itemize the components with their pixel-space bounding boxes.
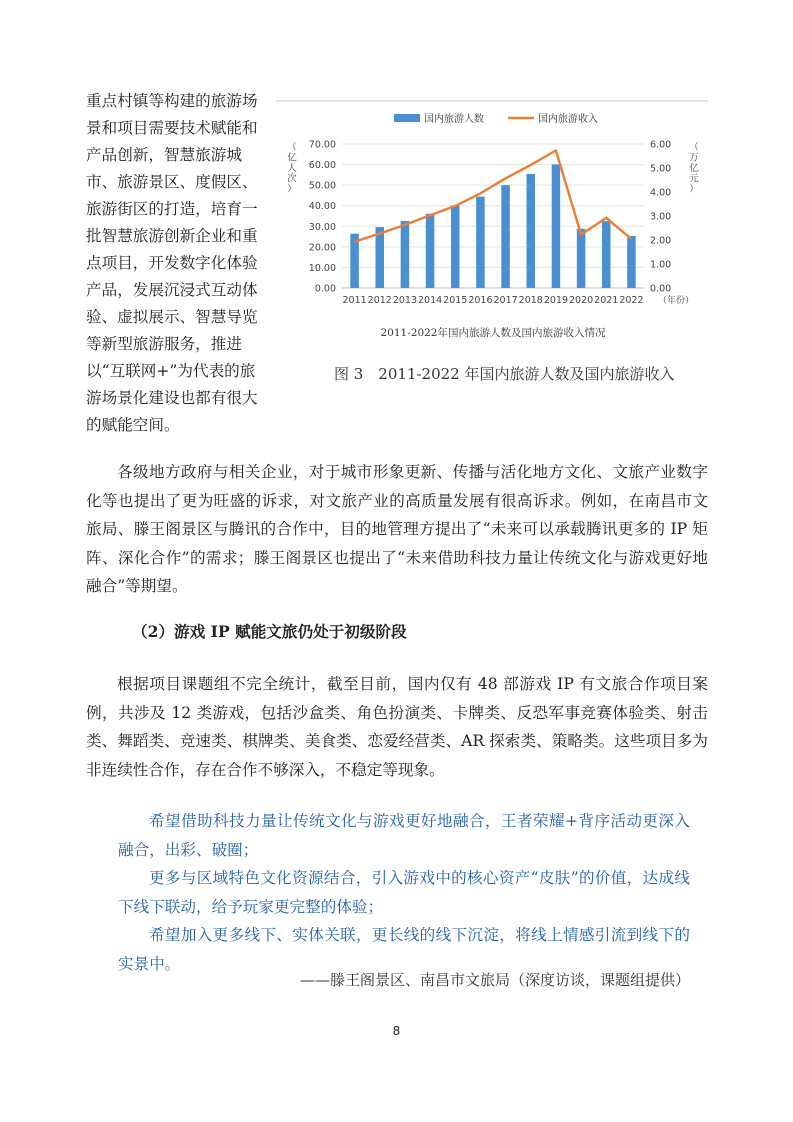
bar [426, 214, 435, 288]
legend-swatch-bar [394, 114, 420, 122]
y-tick-left: 60.00 [308, 160, 336, 172]
bar [527, 174, 536, 288]
bar [376, 227, 385, 288]
y-axis-label-right-char: ） [689, 184, 699, 195]
y-axis-label-right-char: 万 [689, 152, 699, 164]
bar [501, 185, 510, 288]
section-heading: （2）游戏 IP 赋能文旅仍处于初级阶段 [132, 622, 407, 641]
bar [476, 197, 485, 288]
bar [627, 236, 636, 288]
x-tick-label: 2022 [619, 295, 644, 306]
page-number: 8 [392, 1024, 401, 1038]
bar [552, 164, 561, 288]
paragraph-2: 根据项目课题组不完全统计，截至目前，国内仅有 48 部游戏 IP 有文旅合作项目案例，共涉及 12 类游戏，包括沙盒类、角色扮演类、卡牌类、反恐军事竞赛体验类、射击类、舞蹈类、竞速类、棋牌类、美食类、恋爱经营类、AR 探索类、策略类。这些项目多为非连续性合作，存在合作不够深入，不稳定等现象。 [86, 675, 708, 779]
y-axis-label-left [287, 142, 297, 195]
side-paragraph: 重点村镇等构建的旅游场景和项目需要技术赋能和产品创新，智慧旅游城市、旅游景区、度假区、旅游街区的打造，培育一批智慧旅游创新企业和重点项目，开发数字化体验产品，发展沉浸式互动体验、虚拟展示、智慧导览等新型旅游服务，推进以“互联网+”为代表的旅游场景化建设也都有很大的赋能空间。 [86, 92, 258, 434]
quote-attribution: ——滕王阁景区、南昌市文旅局（深度访谈，课题组提供） [299, 971, 690, 989]
quote-2: 更多与区域特色文化资源结合，引入游戏中的核心资产“皮肤”的价值，达成线下线下联动，给予玩家更完整的体验； [118, 869, 690, 916]
x-tick-label: 2019 [543, 295, 569, 306]
y-tick-right: 5.00 [650, 163, 672, 175]
x-tick-label: 2017 [493, 295, 518, 306]
legend-label-visitors: 国内旅游人数 [424, 114, 484, 125]
y-axis-label-right-char: 亿 [689, 163, 699, 174]
bar [602, 221, 611, 288]
tourism-chart [276, 100, 708, 344]
x-tick-label: 2015 [443, 295, 468, 306]
x-axis-label: （年份） [658, 296, 695, 306]
y-tick-left: 40.00 [308, 201, 336, 213]
y-tick-right: 2.00 [650, 235, 672, 247]
y-tick-right: 6.00 [650, 139, 672, 151]
x-tick-label: 2020 [568, 295, 594, 306]
y-tick-right: 1.00 [650, 259, 672, 271]
x-tick-label: 2012 [367, 295, 392, 306]
x-tick-label: 2016 [468, 295, 493, 306]
x-tick-label: 2013 [392, 295, 418, 306]
y-axis-label-left-char: （ [287, 142, 297, 153]
y-tick-left: 50.00 [308, 180, 336, 192]
y-axis-label-left-char: 亿 [287, 152, 297, 164]
y-tick-left: 30.00 [308, 221, 336, 233]
x-tick-label: 2014 [417, 295, 443, 306]
y-axis-label-left-char: ） [287, 184, 297, 195]
x-tick-label: 2021 [594, 295, 619, 306]
y-tick-right: 3.00 [650, 211, 672, 223]
y-axis-label-left-char: 人 [287, 163, 297, 174]
chart-title: 2011-2022年国内旅游人数及国内旅游收入情况 [380, 327, 606, 339]
bar [401, 221, 410, 288]
figure-caption: 图 3 2011-2022 年国内旅游人数及国内旅游收入 [334, 365, 675, 383]
y-tick-right: 4.00 [650, 187, 672, 199]
bar [577, 229, 586, 288]
quote-1: 希望借助科技力量让传统文化与游戏更好地融合，王者荣耀+背序活动更深入融合，出彩、破圈； [118, 812, 690, 859]
quote-3: 希望加入更多线下、实体关联，更长线的线下沉淀，将线上情感引流到线下的实景中。 [118, 926, 690, 973]
chart-svg [276, 100, 708, 344]
x-tick-label: 2011 [342, 295, 367, 306]
y-tick-left: 70.00 [308, 139, 336, 151]
bar [451, 206, 460, 288]
y-axis-label-right-char: （ [689, 142, 699, 153]
y-axis-label-right [689, 142, 699, 195]
y-axis-label-left-char: 次 [287, 173, 297, 185]
paragraph-1: 各级地方政府与相关企业，对于城市形象更新、传播与活化地方文化、文旅产业数字化等也提出了更为旺盛的诉求，对文旅产业的高质量发展有很高诉求。例如，在南昌市文旅局、滕王阁景区与腾讯的合作中，目的地管理方提出了“未来可以承载腾讯更多的 IP 矩阵、深化合作”的需求；滕王阁景区也提出了“未来借助科技力量让传统文化与游戏更好地融合”等期望。 [86, 463, 708, 595]
y-axis-label-right-char: 元 [689, 173, 699, 185]
y-tick-left: 10.00 [308, 262, 336, 274]
y-tick-right: 0.00 [650, 283, 672, 295]
y-tick-left: 20.00 [308, 242, 336, 254]
y-tick-left: 0.00 [314, 283, 336, 295]
x-tick-label: 2018 [518, 295, 543, 306]
legend-label-revenue: 国内旅游收入 [538, 114, 598, 125]
